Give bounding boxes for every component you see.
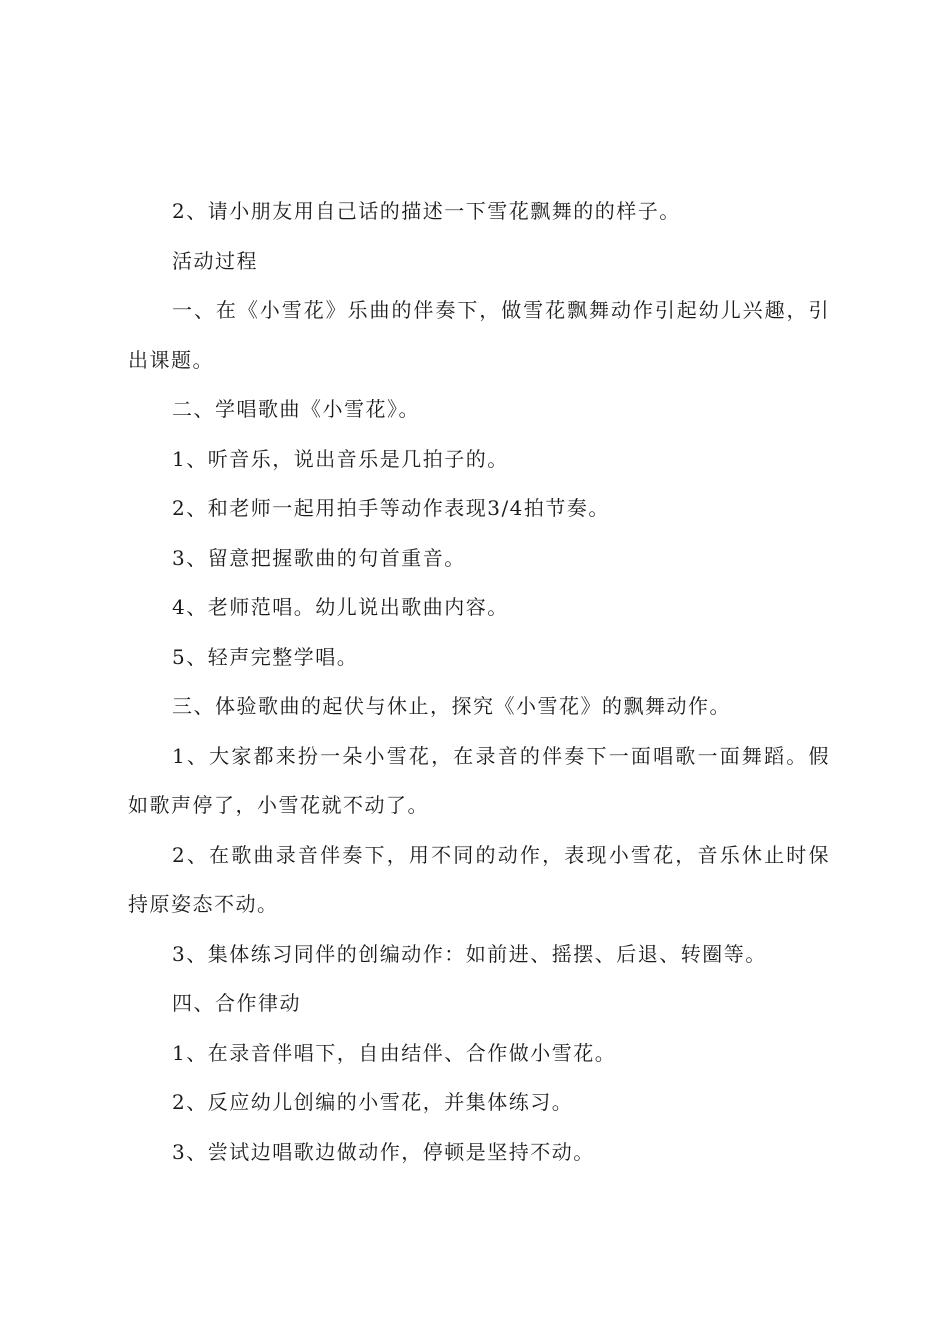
paragraph: 1、在录音伴唱下，自由结伴、合作做小雪花。 — [172, 1040, 617, 1065]
paragraph: 3、集体练习同伴的创编动作：如前进、摇摆、后退、转圈等。 — [172, 941, 767, 966]
paragraph: 2、反应幼儿创编的小雪花，并集体练习。 — [172, 1090, 574, 1114]
section-heading-activity-process: 活动过程 — [172, 248, 258, 273]
paragraph: 2、和老师一起用拍手等动作表现3/4拍节奏。 — [172, 496, 610, 520]
paragraph: 4、老师范唱。幼儿说出歌曲内容。 — [172, 595, 509, 619]
paragraph: 3、留意把握歌曲的句首重音。 — [172, 545, 466, 570]
paragraph: 5、轻声完整学唱。 — [172, 644, 359, 669]
section-heading: 三、体验歌曲的起伏与休止，探究《小雪花》的飘舞动作。 — [172, 694, 731, 718]
section-heading: 四、合作律动 — [172, 991, 301, 1015]
paragraph: 3、尝试边唱歌边做动作，停顿是坚持不动。 — [172, 1139, 595, 1164]
paragraph: 1、大家都来扮一朵小雪花，在录音的伴奏下一面唱歌一面舞蹈。假如歌声停了，小雪花就不动了。 — [128, 743, 830, 817]
document-body — [128, 187, 830, 1177]
paragraph: 一、在《小雪花》乐曲的伴奏下，做雪花飘舞动作引起幼儿兴趣，引出课题。 — [128, 298, 830, 372]
section-heading: 二、学唱歌曲《小雪花》。 — [172, 397, 420, 421]
paragraph: 2、请小朋友用自己话的描述一下雪花飘舞的的样子。 — [172, 199, 681, 223]
paragraph: 1、听音乐，说出音乐是几拍子的。 — [172, 446, 509, 471]
paragraph: 2、在歌曲录音伴奏下，用不同的动作，表现小雪花，音乐休止时保持原姿态不动。 — [128, 842, 830, 916]
